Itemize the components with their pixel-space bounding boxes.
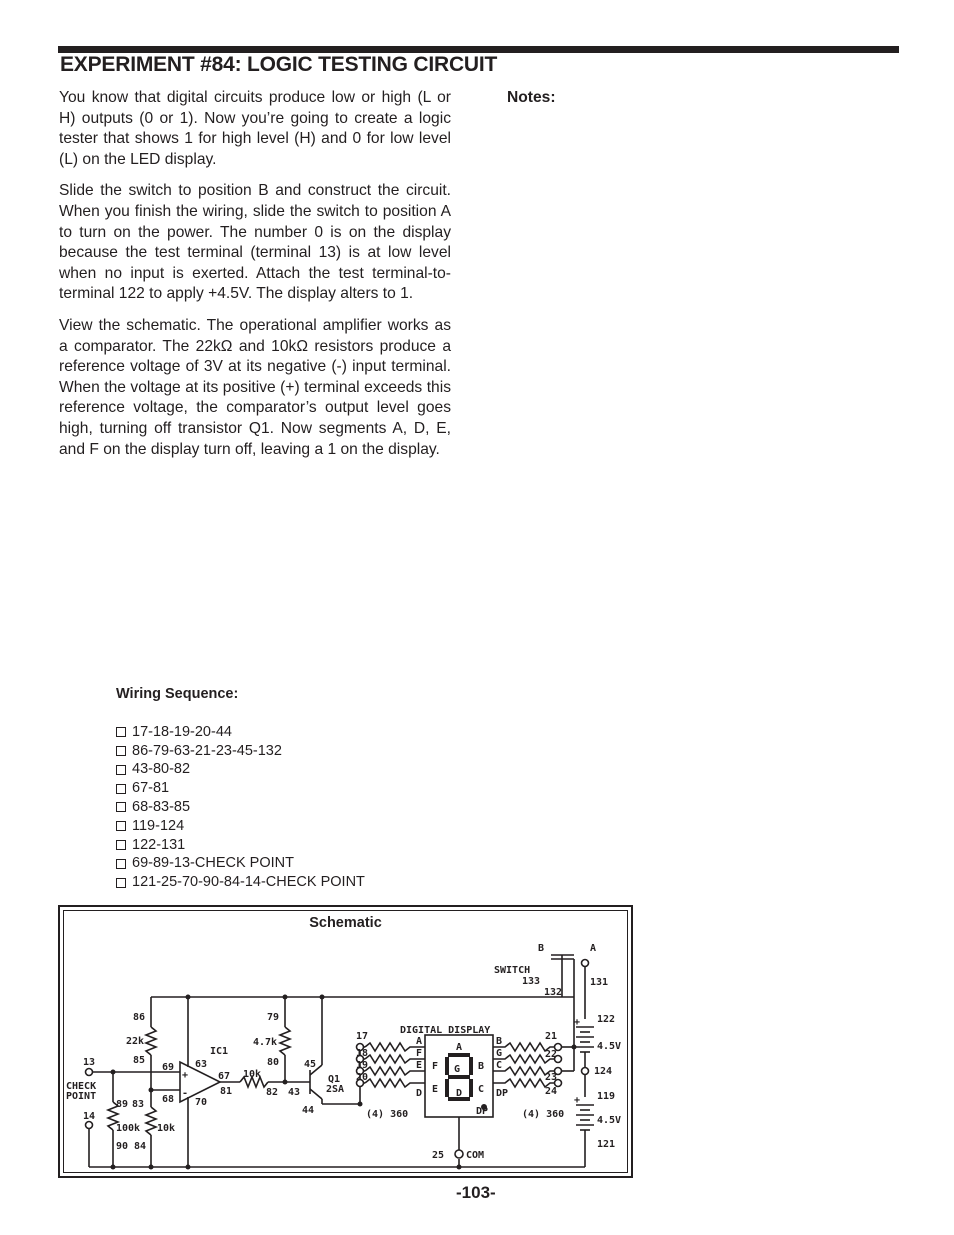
label-pin-f: F	[416, 1048, 423, 1059]
paragraph: View the schematic. The operational amplifier works as a comparator. The 22kΩ and 10kΩ resistors produce a reference voltage of 3V at its negative (-) input terminal. When the voltage at its positive (+) terminal exceeds this reference voltage, the comparator’s output level goes high, turning off transistor Q1. Now segments A, D, E, and F on the display turn off, leaving a 1 on the display.	[59, 316, 451, 458]
label-r100k: 100k	[116, 1123, 141, 1134]
label-seg-b: B	[478, 1061, 485, 1072]
wiring-step-text: 17-18-19-20-44	[132, 723, 232, 740]
paragraph: Slide the switch to position B and construct the circuit. When you finish the wiring, slide the switch to position A to turn on the power. The number 0 is on the display because the test terminal (terminal 13) is at low level when no input is exerted. Attach the test terminal-to-terminal 122 to apply +4.5V. The display alters to 1.	[59, 182, 451, 303]
checkbox-icon[interactable]	[116, 784, 126, 794]
label-v2: 4.5V	[597, 1115, 622, 1126]
top-rule	[58, 46, 899, 53]
label-seg-a: A	[456, 1042, 463, 1053]
wiring-step-text: 119-124	[132, 817, 185, 834]
label-n17: 17	[356, 1031, 369, 1042]
wiring-step	[116, 723, 365, 742]
label-q1-type: 2SA	[326, 1084, 345, 1095]
label-n83: 83	[132, 1099, 145, 1110]
checkbox-icon[interactable]	[116, 840, 126, 850]
label-b: B	[538, 943, 545, 954]
label-n69: 69	[162, 1062, 175, 1073]
label-n19: 19	[356, 1060, 369, 1071]
wiring-step	[116, 854, 365, 873]
page-title: EXPERIMENT #84: LOGIC TESTING CIRCUIT	[60, 53, 498, 76]
label-com: COM	[466, 1150, 485, 1161]
label-seg-c: C	[478, 1084, 485, 1095]
wiring-title: Wiring Sequence:	[116, 686, 239, 702]
label-n13: 13	[83, 1057, 96, 1068]
paragraph: You know that digital circuits produce low or high (L or H) outputs (0 or 1). Now you’re going to create a logic tester that shows 1 for high level (H) and 0 for low level (L) on the LED display.	[59, 89, 451, 168]
label-n44: 44	[302, 1105, 315, 1116]
label-n90: 90	[116, 1141, 129, 1152]
label-n124: 124	[594, 1066, 613, 1077]
wiring-list	[116, 723, 365, 892]
label-n43: 43	[288, 1087, 301, 1098]
checkbox-icon[interactable]	[116, 746, 126, 756]
label-minus-in: -	[182, 1088, 189, 1099]
label-n82: 82	[266, 1087, 279, 1098]
label-point: POINT	[66, 1091, 97, 1102]
wiring-step	[116, 798, 365, 817]
wiring-step	[116, 760, 365, 779]
label-plus-in: +	[182, 1070, 189, 1081]
body-text	[59, 88, 451, 471]
wiring-step-text: 122-131	[132, 836, 186, 853]
label-n131: 131	[590, 977, 609, 988]
checkbox-icon[interactable]	[116, 859, 126, 869]
label-r360a: (4) 360	[366, 1109, 409, 1120]
label-pin-dp: DP	[496, 1088, 509, 1099]
page-number: -103-	[456, 1183, 496, 1202]
label-r47k: 4.7k	[253, 1037, 278, 1048]
wiring-step	[116, 817, 365, 836]
schematic-diagram	[60, 907, 631, 1176]
schematic-labels	[66, 943, 621, 1161]
wiring-step-text: 121-25-70-90-84-14-CHECK POINT	[132, 874, 365, 891]
label-n79: 79	[267, 1012, 280, 1023]
label-n121: 121	[597, 1139, 616, 1150]
label-pin-c: C	[496, 1060, 503, 1071]
label-digital-display: DIGITAL DISPLAY	[400, 1025, 491, 1036]
label-seg-d: D	[456, 1088, 463, 1099]
label-n24: 24	[545, 1086, 558, 1097]
label-seg-e: E	[432, 1084, 439, 1095]
label-pin-e: E	[416, 1060, 423, 1071]
label-n133: 133	[522, 976, 541, 987]
label-n85: 85	[133, 1055, 146, 1066]
label-n89: 89	[116, 1099, 129, 1110]
checkbox-icon[interactable]	[116, 727, 126, 737]
wiring-sequence	[116, 685, 365, 892]
label-n14: 14	[83, 1111, 96, 1122]
label-switch: SWITCH	[494, 965, 531, 976]
label-r10k-a: 10k	[157, 1123, 176, 1134]
wiring-step	[116, 779, 365, 798]
label-q1: Q1	[328, 1074, 341, 1085]
wiring-step	[116, 742, 365, 761]
label-n81: 81	[220, 1086, 233, 1097]
label-n86: 86	[133, 1012, 146, 1023]
label-n45: 45	[304, 1059, 317, 1070]
label-a: A	[590, 943, 597, 954]
label-n122: 122	[597, 1014, 616, 1025]
label-n84: 84	[134, 1141, 147, 1152]
label-n132: 132	[544, 987, 563, 998]
checkbox-icon[interactable]	[116, 878, 126, 888]
schematic-box	[58, 905, 633, 1178]
schematic-title: Schematic	[309, 915, 382, 931]
wiring-step	[116, 836, 365, 855]
label-n119: 119	[597, 1091, 616, 1102]
label-n21: 21	[545, 1031, 558, 1042]
checkbox-icon[interactable]	[116, 802, 126, 812]
label-n67: 67	[218, 1071, 231, 1082]
schematic-wires	[86, 955, 595, 1167]
checkbox-icon[interactable]	[116, 821, 126, 831]
label-v1: 4.5V	[597, 1041, 622, 1052]
label-n18: 18	[356, 1048, 369, 1059]
label-pin-a: A	[416, 1036, 423, 1047]
label-n80: 80	[267, 1057, 280, 1068]
label-n68: 68	[162, 1094, 175, 1105]
label-plus2: +	[574, 1095, 581, 1106]
label-pin-g: G	[496, 1048, 503, 1059]
label-n20: 20	[356, 1072, 369, 1083]
label-n63: 63	[195, 1059, 208, 1070]
label-n70: 70	[195, 1097, 208, 1108]
label-n22: 22	[545, 1049, 558, 1060]
wiring-step-text: 86-79-63-21-23-45-132	[132, 742, 282, 759]
label-pin-d: D	[416, 1088, 423, 1099]
label-n23: 23	[545, 1072, 558, 1083]
wiring-step-text: 43-80-82	[132, 761, 191, 778]
label-r10k-b: 10k	[243, 1069, 262, 1080]
label-check: CHECK	[66, 1081, 97, 1092]
checkbox-icon[interactable]	[116, 765, 126, 775]
label-plus1: +	[574, 1017, 581, 1028]
label-pin-b: B	[496, 1036, 503, 1047]
wiring-step-text: 68-83-85	[132, 798, 191, 815]
wiring-step	[116, 873, 365, 892]
label-ic1: IC1	[210, 1046, 229, 1057]
label-n25: 25	[432, 1150, 445, 1161]
label-seg-f: F	[432, 1061, 439, 1072]
label-r360b: (4) 360	[522, 1109, 565, 1120]
wiring-step-text: 69-89-13-CHECK POINT	[132, 855, 294, 872]
label-seg-g: G	[454, 1064, 461, 1075]
label-r22k: 22k	[126, 1036, 145, 1047]
wiring-step-text: 67-81	[132, 780, 170, 797]
notes-label: Notes:	[507, 89, 556, 106]
label-seg-dp: DP	[476, 1106, 489, 1117]
